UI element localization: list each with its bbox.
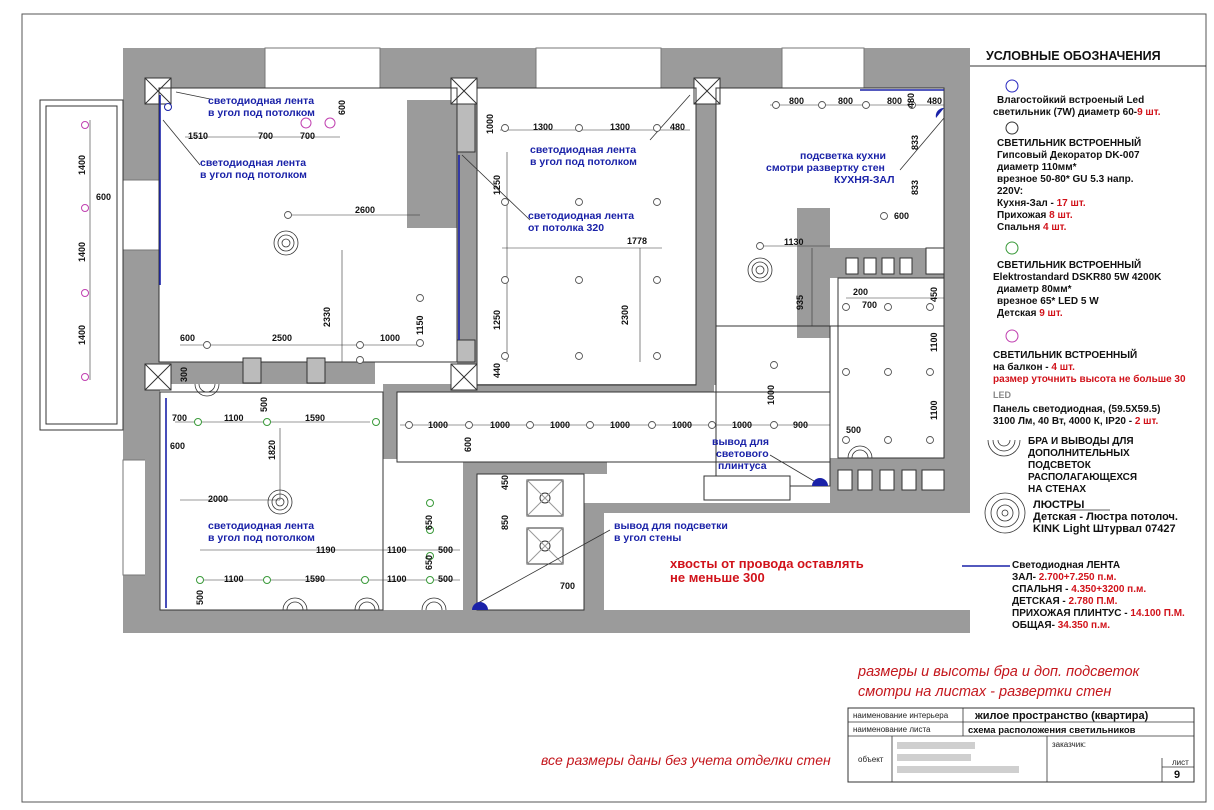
led-corner-label: светодиодная лента bbox=[530, 144, 637, 156]
legend-text: БРА И ВЫВОДЫ ДЛЯ bbox=[1028, 436, 1134, 447]
dim: 1590 bbox=[305, 413, 326, 423]
dim: 900 bbox=[793, 420, 809, 430]
dim: 480 bbox=[670, 122, 686, 132]
dim: 2000 bbox=[208, 494, 229, 504]
led-corner-label: в угол под потолком bbox=[530, 156, 637, 168]
dim: 1100 bbox=[387, 574, 407, 584]
dim: 800 bbox=[887, 96, 903, 106]
dim: 450 bbox=[500, 474, 510, 490]
dim: 1000 bbox=[490, 420, 511, 430]
wall-outlet-label: в угол стены bbox=[614, 532, 682, 544]
led-corner-label: светодиодная лента bbox=[208, 520, 315, 532]
dim: 1000 bbox=[428, 420, 449, 430]
dim: 2300 bbox=[620, 304, 630, 325]
dim: 1100 bbox=[929, 332, 939, 352]
client-label: заказчик: bbox=[1052, 740, 1086, 749]
wall-outlet-label: вывод для подсветки bbox=[614, 520, 728, 532]
dim: 700 bbox=[300, 131, 316, 141]
legend-text: KINK Light Штурвал 07427 bbox=[1033, 523, 1176, 535]
sheet-label: лист bbox=[1172, 758, 1189, 767]
dim: 1820 bbox=[267, 439, 277, 460]
dim: 440 bbox=[492, 362, 502, 378]
legend-text: СВЕТИЛЬНИК ВСТРОЕННЫЙ bbox=[997, 138, 1142, 149]
legend-text: Elektrostandard DSKR80 5W 4200K bbox=[993, 272, 1162, 283]
dim: 600 bbox=[170, 441, 186, 451]
green-downlights bbox=[195, 419, 434, 584]
dim: 500 bbox=[438, 574, 454, 584]
legend-text: СВЕТИЛЬНИК ВСТРОЕННЫЙ bbox=[997, 260, 1142, 271]
legend-text: СПАЛЬНЯ - 4.350+3200 п.м. bbox=[1012, 584, 1147, 595]
legend-text: диаметр 80мм* bbox=[997, 284, 1072, 295]
legend-text: РАСПОЛАГАЮЩЕХСЯ bbox=[1028, 472, 1138, 483]
led-corner-label: светодиодная лента bbox=[200, 157, 307, 169]
kitchen-label: подсветка кухни bbox=[800, 150, 887, 162]
dim: 1400 bbox=[77, 241, 87, 262]
object-label: объект bbox=[858, 755, 884, 764]
legend-text: ОБЩАЯ- 34.350 п.м. bbox=[1012, 620, 1111, 631]
chandelier-icon bbox=[985, 493, 1025, 533]
led-ceiling-label: от потолка 320 bbox=[528, 222, 605, 234]
dim: 500 bbox=[438, 545, 454, 555]
dim: 700 bbox=[560, 581, 576, 591]
dim: 1190 bbox=[316, 545, 336, 555]
dim: 1250 bbox=[492, 174, 502, 195]
dim: 480 bbox=[927, 96, 943, 106]
dim: 600 bbox=[463, 436, 473, 452]
interior-name-value: жилое пространство (квартира) bbox=[975, 710, 1149, 722]
dim: 1000 bbox=[380, 333, 401, 343]
legend-text: Гипсовый Декоратор DK-007 bbox=[997, 150, 1140, 161]
dim: 200 bbox=[853, 287, 869, 297]
legend-text: ПОДСВЕТОК bbox=[1028, 460, 1091, 471]
legend-text: врезное 50-80* GU 5.3 напр. bbox=[997, 174, 1134, 185]
dim: 800 bbox=[789, 96, 805, 106]
plinth-label: светового bbox=[716, 448, 769, 460]
legend-text: Спальня 4 шт. bbox=[997, 222, 1067, 233]
dim: 1000 bbox=[485, 113, 495, 134]
dim: 2500 bbox=[272, 333, 293, 343]
dim: 1000 bbox=[766, 384, 776, 405]
note-dimensions: все размеры даны без учета отделки стен bbox=[541, 752, 831, 768]
dim: 1000 bbox=[550, 420, 571, 430]
legend-text: врезное 65* LED 5 W bbox=[997, 296, 1099, 307]
dim: 1100 bbox=[224, 574, 244, 584]
legend-text: Детская 9 шт. bbox=[997, 308, 1063, 319]
wire-tails-note: не меньше 300 bbox=[670, 570, 765, 585]
dim: 650 bbox=[424, 514, 434, 530]
legend-title: УСЛОВНЫЕ ОБОЗНАЧЕНИЯ bbox=[986, 49, 1161, 63]
wire-tails-note: хвосты от провода оставлять bbox=[670, 556, 864, 571]
dim: 1300 bbox=[533, 122, 554, 132]
dim: 650 bbox=[424, 554, 434, 570]
dim: 1400 bbox=[77, 154, 87, 175]
sheet-number: 9 bbox=[1174, 769, 1181, 781]
dim: 1590 bbox=[305, 574, 326, 584]
legend-text: 3100 Лм, 40 Вт, 4000 К, IP20 - 2 шт. bbox=[993, 416, 1159, 427]
dim: 2330 bbox=[322, 306, 332, 327]
dim: 1100 bbox=[929, 400, 939, 420]
sconce-icon bbox=[988, 440, 1020, 456]
legend-text: Панель светодиодная, (59.5X59.5) bbox=[993, 404, 1161, 415]
dim: 1400 bbox=[77, 324, 87, 345]
legend-text: СВЕТИЛЬНИК ВСТРОЕННЫЙ bbox=[993, 350, 1138, 361]
wet-downlights bbox=[165, 104, 172, 111]
dim: 500 bbox=[195, 589, 205, 605]
note-sconce-heights: размеры и высоты бра и доп. подсветок bbox=[858, 664, 1140, 680]
dim: 1130 bbox=[784, 237, 804, 247]
dim: 1100 bbox=[224, 413, 244, 423]
gypsum-downlight-icon bbox=[1006, 122, 1018, 134]
led-panels bbox=[527, 480, 563, 564]
dim: 833 bbox=[910, 134, 920, 150]
dim: 700 bbox=[172, 413, 188, 423]
dim: 935 bbox=[795, 294, 805, 310]
legend bbox=[962, 49, 1206, 631]
dim: 500 bbox=[846, 425, 862, 435]
led-corner-label: в угол под потолком bbox=[208, 107, 315, 119]
dim: 1000 bbox=[672, 420, 693, 430]
dim: 700 bbox=[862, 300, 878, 310]
dim: 2600 bbox=[355, 205, 376, 215]
kitchen-label: смотри развертку стен bbox=[766, 162, 885, 174]
dim: 1250 bbox=[492, 309, 502, 330]
sheet-name-label: наименование листа bbox=[853, 725, 931, 734]
legend-text: светильник (7W) диаметр 60-9 шт. bbox=[993, 107, 1161, 118]
plinth-label: плинтуса bbox=[718, 460, 767, 472]
note-wall-elevations: смотри на листах - развертки стен bbox=[858, 684, 1112, 700]
kids-downlight-icon bbox=[1006, 242, 1018, 254]
wet-downlight-icon bbox=[1006, 80, 1018, 92]
plinth-label: вывод для bbox=[712, 436, 770, 448]
led-corner-label: светодиодная лента bbox=[208, 95, 315, 107]
legend-text: Прихожая 8 шт. bbox=[997, 210, 1073, 221]
legend-text: Влагостойкий встроеный Led bbox=[997, 95, 1145, 106]
dim: 600 bbox=[96, 192, 112, 202]
blurred-address bbox=[897, 742, 1019, 773]
title-block bbox=[848, 708, 1194, 782]
dim: 1150 bbox=[415, 315, 425, 335]
dim: 1000 bbox=[610, 420, 631, 430]
dim: 1510 bbox=[188, 131, 209, 141]
sheet-name-value: схема расположения светильников bbox=[968, 725, 1136, 736]
legend-text: диаметр 110мм* bbox=[997, 162, 1077, 173]
legend-text: на балкон - 4 шт. bbox=[993, 362, 1075, 373]
dim: 800 bbox=[838, 96, 854, 106]
led-corner-label: в угол под потолком bbox=[208, 532, 315, 544]
led-panel-tag: LED bbox=[993, 390, 1011, 400]
legend-text: ЗАЛ- 2.700+7.250 п.м. bbox=[1012, 572, 1117, 583]
dim: 600 bbox=[180, 333, 196, 343]
led-ceiling-label: светодиодная лента bbox=[528, 210, 635, 222]
legend-text: ДЕТСКАЯ - 2.780 П.М. bbox=[1012, 596, 1118, 607]
dim: 833 bbox=[910, 179, 920, 195]
dim: 600 bbox=[337, 99, 347, 115]
balcony bbox=[40, 100, 123, 430]
led-corner-label: в угол под потолком bbox=[200, 169, 307, 181]
interior-name-label: наименование интерьера bbox=[853, 711, 949, 720]
dim: 850 bbox=[500, 514, 510, 530]
dim: 700 bbox=[258, 131, 274, 141]
dim: 480 bbox=[906, 92, 916, 108]
legend-text: ДОПОЛНИТЕЛЬНЫХ bbox=[1028, 448, 1130, 459]
legend-text: Светодиодная ЛЕНТА bbox=[1012, 560, 1121, 571]
legend-text: Кухня-Зал - 17 шт. bbox=[997, 198, 1086, 209]
balcony-light-icon bbox=[1006, 330, 1018, 342]
legend-text: размер уточнить высота не больше 30 bbox=[993, 374, 1186, 385]
legend-text: Детская - Люстра потолоч. bbox=[1033, 511, 1178, 523]
kitchen-label: КУХНЯ-ЗАЛ bbox=[834, 174, 895, 186]
legend-text: 220V: bbox=[997, 186, 1024, 197]
dim: 500 bbox=[259, 396, 269, 412]
dim: 1300 bbox=[610, 122, 631, 132]
dim: 1100 bbox=[387, 545, 407, 555]
dim: 450 bbox=[929, 286, 939, 302]
legend-text: НА СТЕНАХ bbox=[1028, 484, 1087, 495]
legend-text: ПРИХОЖАЯ ПЛИНТУС - 14.100 П.М. bbox=[1012, 608, 1185, 619]
dim: 1000 bbox=[732, 420, 753, 430]
legend-text: ЛЮСТРЫ bbox=[1033, 499, 1085, 511]
dim: 600 bbox=[894, 211, 910, 221]
dim: 1778 bbox=[627, 236, 648, 246]
dim: 300 bbox=[179, 366, 189, 382]
